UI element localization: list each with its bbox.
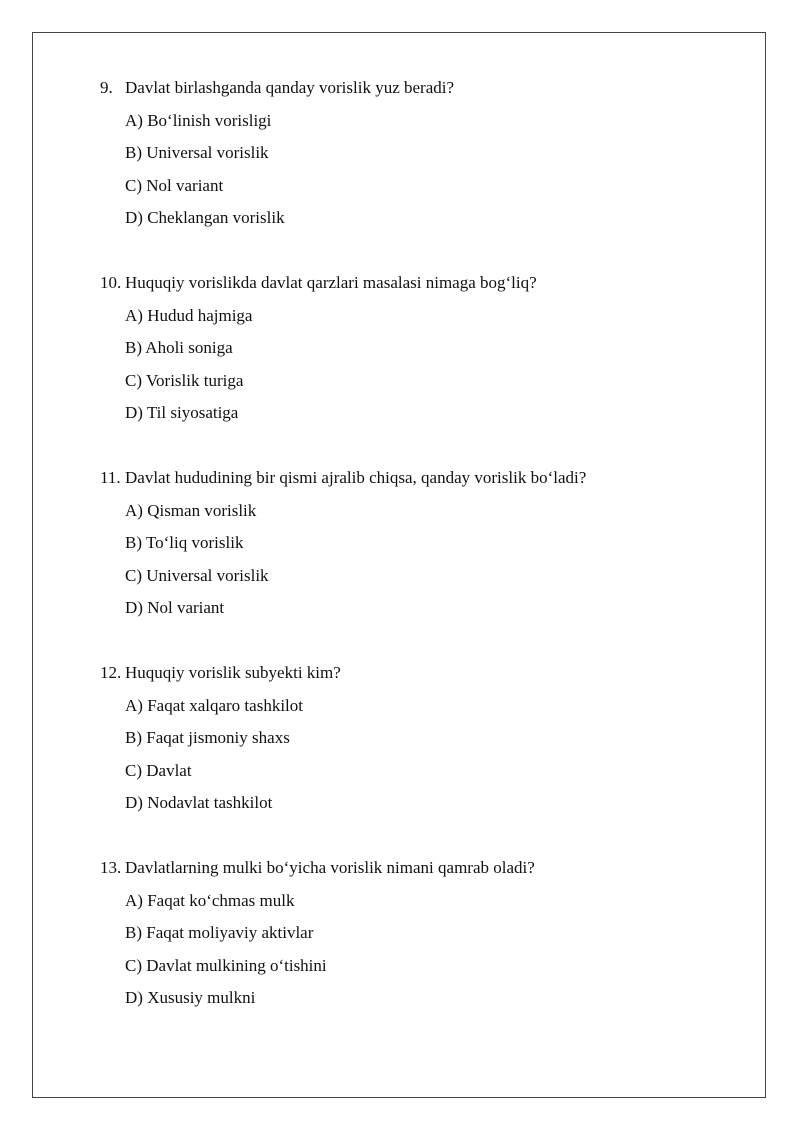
question-text: Davlatlarning mulki bo‘yicha vorislik nimani qamrab oladi? xyxy=(125,858,535,877)
question-line xyxy=(100,659,740,687)
answer-option-c: C) Vorislik turiga xyxy=(125,370,244,390)
answer-option-d: D) Til siyosatiga xyxy=(125,403,239,422)
answer-option-d: D) Nol variant xyxy=(125,598,225,617)
answer-option-a: A) Bo‘linish vorisligi xyxy=(125,110,272,130)
question-text: Davlat birlashganda qanday vorislik yuz beradi? xyxy=(125,78,455,97)
question-line xyxy=(100,464,740,492)
question-number: 13. xyxy=(100,858,122,877)
question-text: Huquqiy vorislik subyekti kim? xyxy=(125,663,341,682)
question-number: 12. xyxy=(100,663,122,682)
answer-option-b: B) To‘liq vorislik xyxy=(125,533,244,552)
answer-option-b: B) Faqat moliyaviy aktivlar xyxy=(125,923,314,942)
answer-option-c: C) Davlat xyxy=(125,760,192,780)
answer-option-a: A) Faqat xalqaro tashkilot xyxy=(125,695,303,715)
answer-option-b: B) Universal vorislik xyxy=(125,143,269,162)
question-10 xyxy=(100,269,740,427)
answer-option-a: A) Qisman vorislik xyxy=(125,500,257,520)
question-line xyxy=(100,74,740,102)
question-12 xyxy=(100,659,740,817)
question-list xyxy=(100,74,740,1049)
question-number: 11. xyxy=(100,468,121,487)
answer-option-d: D) Nodavlat tashkilot xyxy=(125,793,273,812)
question-number: 9. xyxy=(100,78,113,97)
question-text: Huquqiy vorislikda davlat qarzlari masalasi nimaga bog‘liq? xyxy=(125,273,537,292)
question-13 xyxy=(100,854,740,1012)
answer-option-d: D) Xususiy mulkni xyxy=(125,988,256,1007)
question-9 xyxy=(100,74,740,232)
answer-option-a: A) Hudud hajmiga xyxy=(125,305,253,325)
answer-option-d: D) Cheklangan vorislik xyxy=(125,208,285,227)
question-line xyxy=(100,269,740,297)
question-line xyxy=(100,854,740,882)
answer-option-c: C) Davlat mulkining o‘tishini xyxy=(125,955,327,975)
answer-option-b: B) Aholi soniga xyxy=(125,338,233,357)
answer-option-c: C) Nol variant xyxy=(125,175,224,195)
question-text: Davlat hududining bir qismi ajralib chiqsa, qanday vorislik bo‘ladi? xyxy=(125,468,587,487)
answer-option-c: C) Universal vorislik xyxy=(125,565,269,585)
question-number: 10. xyxy=(100,273,122,292)
answer-option-a: A) Faqat ko‘chmas mulk xyxy=(125,890,295,910)
question-11 xyxy=(100,464,740,622)
answer-option-b: B) Faqat jismoniy shaxs xyxy=(125,728,290,747)
